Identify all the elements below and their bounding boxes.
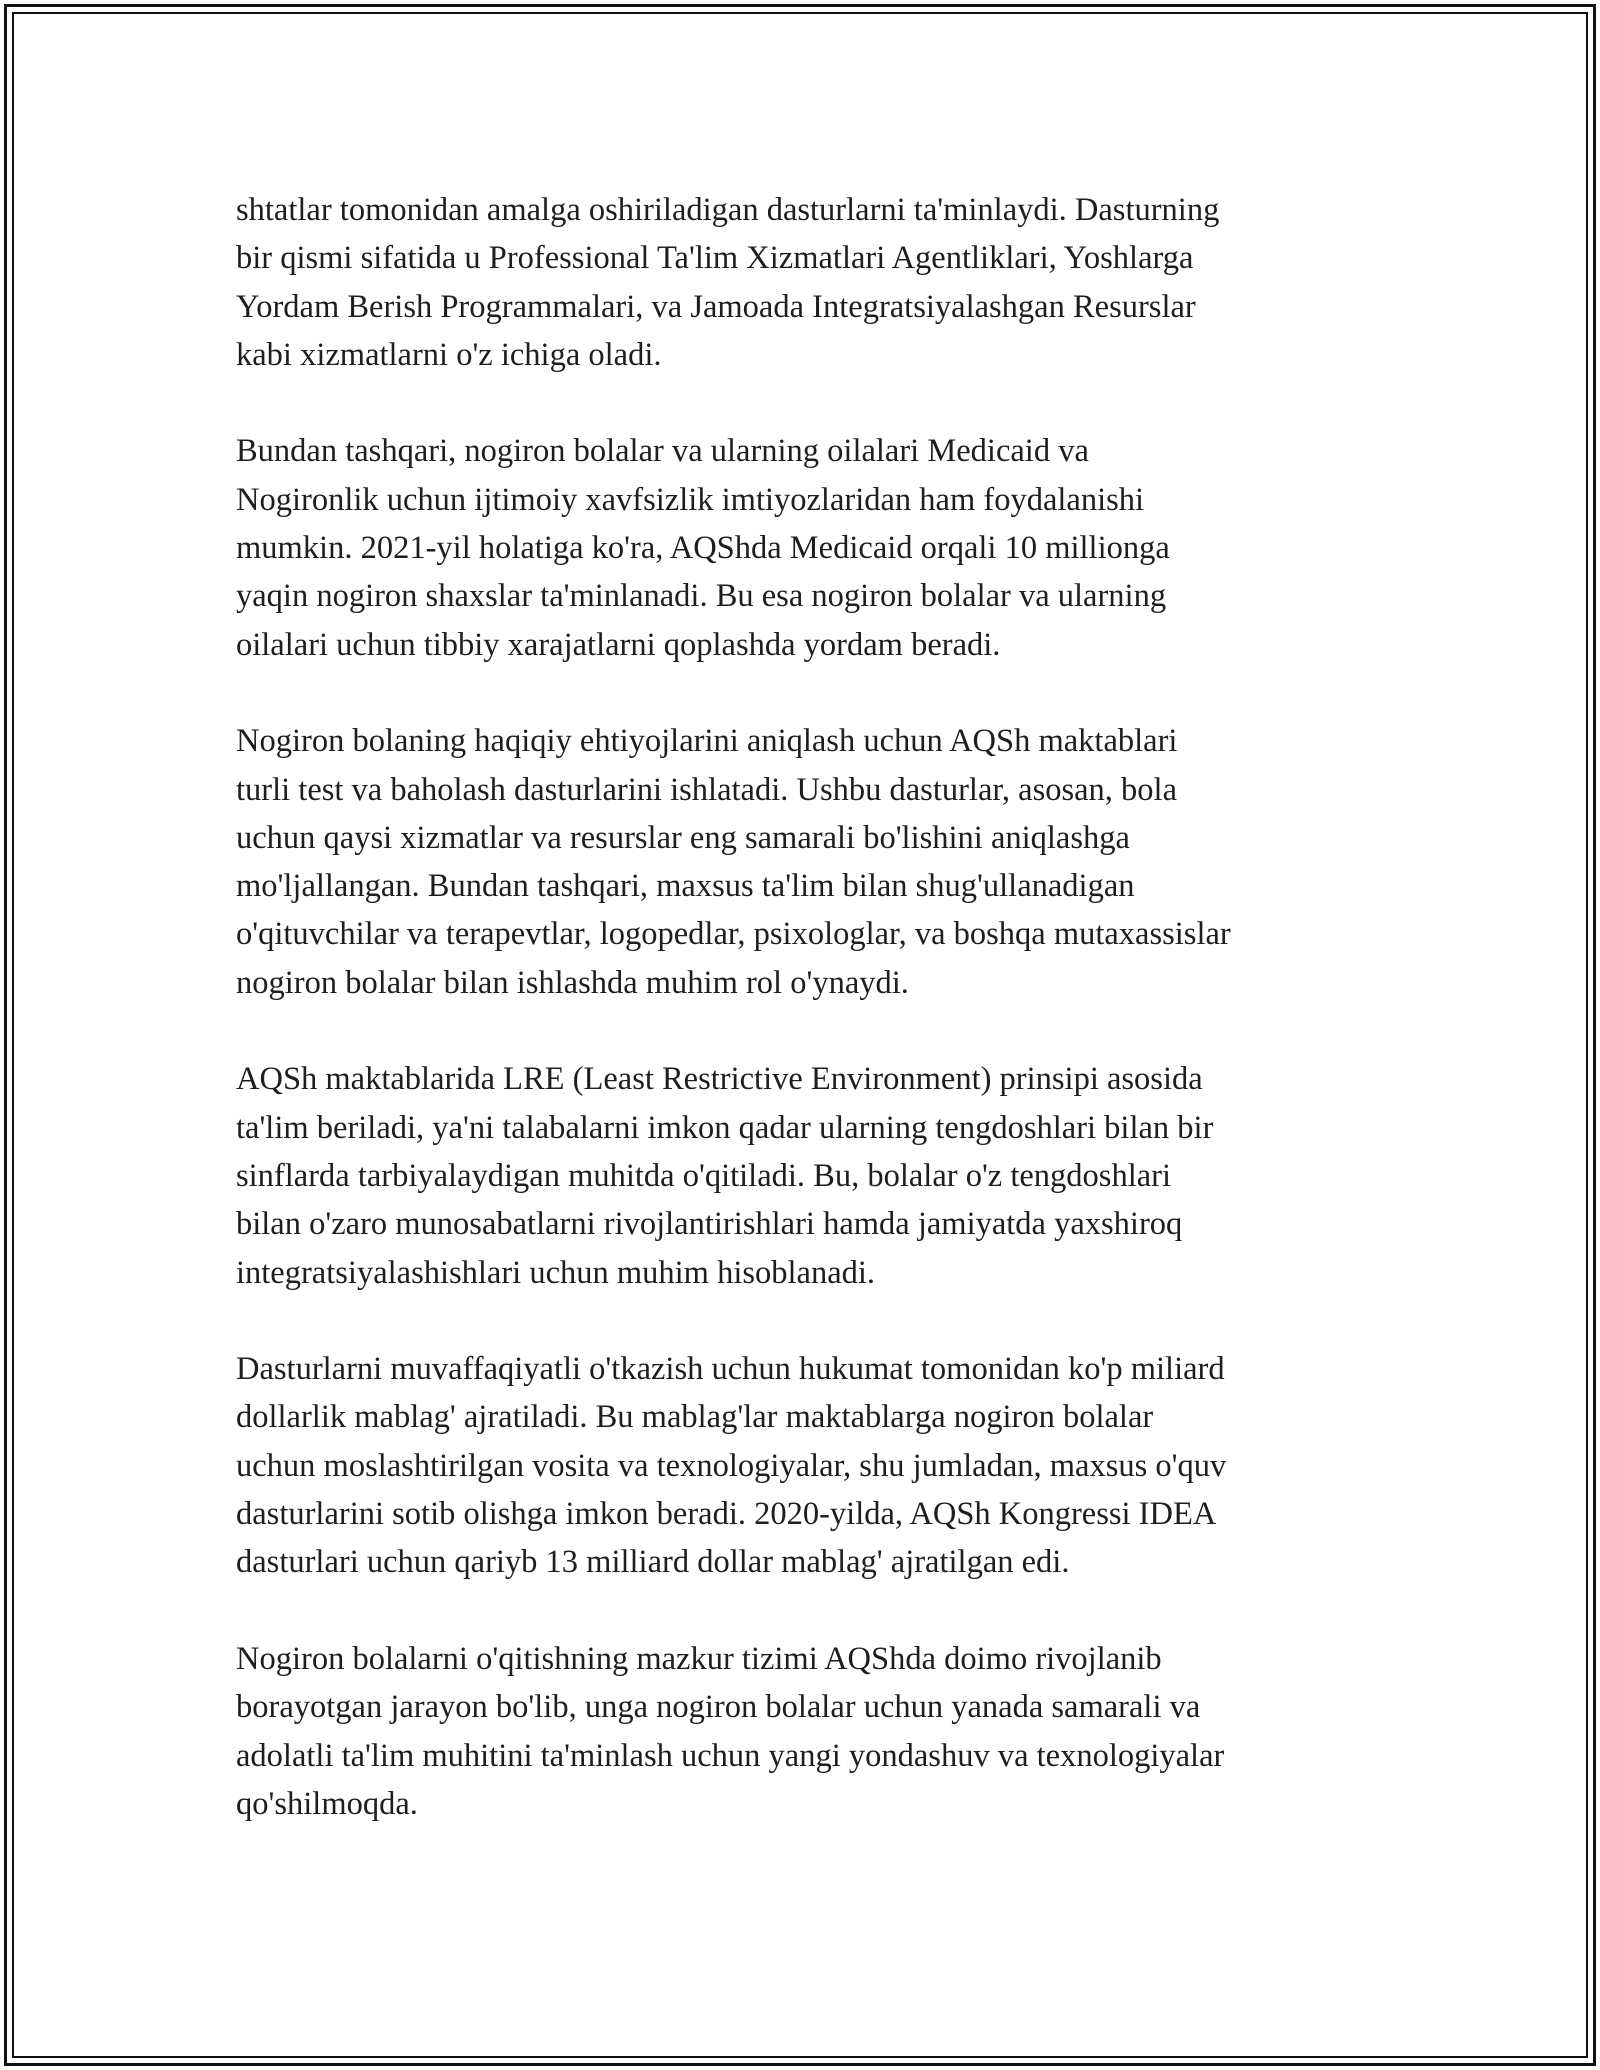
paragraph-4: AQSh maktablarida LRE (Least Restrictive Environment) prinsipi asosida ta'lim beriladi, ya'ni talabalarni imkon qadar ularning tengdoshlari bilan bir sinflarda tarbiyalaydigan muhitda o'qitiladi. Bu, bolalar o'z tengdoshlari bilan o'zaro munosabatlarni rivojlantirishlari hamda jamiyatda yaxshiroq integratsiyalashishlari uchun muhim hisoblanadi. (236, 1061, 1214, 1291)
document-body (236, 186, 1376, 1876)
paragraph-3: Nogiron bolaning haqiqiy ehtiyojlarini aniqlash uchun AQSh maktablari turli test va baholash dasturlarini ishlatadi. Ushbu dasturlar, asosan, bola uchun qaysi xizmatlar va resurslar eng samarali bo'lishini aniqlashga mo'ljallangan. Bundan tashqari, maxsus ta'lim bilan shug'ullanadigan o'qituvchilar va terapevtlar, logopedlar, psixologlar, va boshqa mutaxassislar nogiron bolalar bilan ishlashda muhim rol o'ynaydi. (236, 723, 1231, 1001)
paragraph-6: Nogiron bolalarni o'qitishning mazkur tizimi AQShda doimo rivojlanib borayotgan jarayon bo'lib, unga nogiron bolalar uchun yanada samarali va adolatli ta'lim muhitini ta'minlash uchun yangi yondashuv va texnologiyalar qo'shilmoqda. (236, 1640, 1225, 1822)
paragraph-5: Dasturlarni muvaffaqiyatli o'tkazish uchun hukumat tomonidan ko'p miliard dollarlik mablag' ajratiladi. Bu mablag'lar maktablarga nogiron bolalar uchun moslashtirilgan vosita va texnologiyalar, shu jumladan, maxsus o'quv dasturlarini sotib olishga imkon beradi. 2020-yilda, AQSh Kongressi IDEA dasturlari uchun qariyb 13 milliard dollar mablag' ajratilgan edi. (236, 1351, 1227, 1581)
paragraph-2: Bundan tashqari, nogiron bolalar va ularning oilalari Medicaid va Nogironlik uchun ijtimoiy xavfsizlik imtiyozlaridan ham foydalanishi mumkin. 2021-yil holatiga ko'ra, AQShda Medicaid orqali 10 millionga yaqin nogiron shaxslar ta'minlanadi. Bu esa nogiron bolalar va ularning oilalari uchun tibbiy xarajatlarni qoplashda yordam beradi. (236, 433, 1170, 663)
paragraph-1: shtatlar tomonidan amalga oshiriladigan dasturlarni ta'minlaydi. Dasturning bir qismi sifatida u Professional Ta'lim Xizmatlari Agentliklari, Yoshlarga Yordam Berish Programmalari, va Jamoada Integratsiyalashgan Resurslar kabi xizmatlarni o'z ichiga oladi. (236, 192, 1220, 373)
